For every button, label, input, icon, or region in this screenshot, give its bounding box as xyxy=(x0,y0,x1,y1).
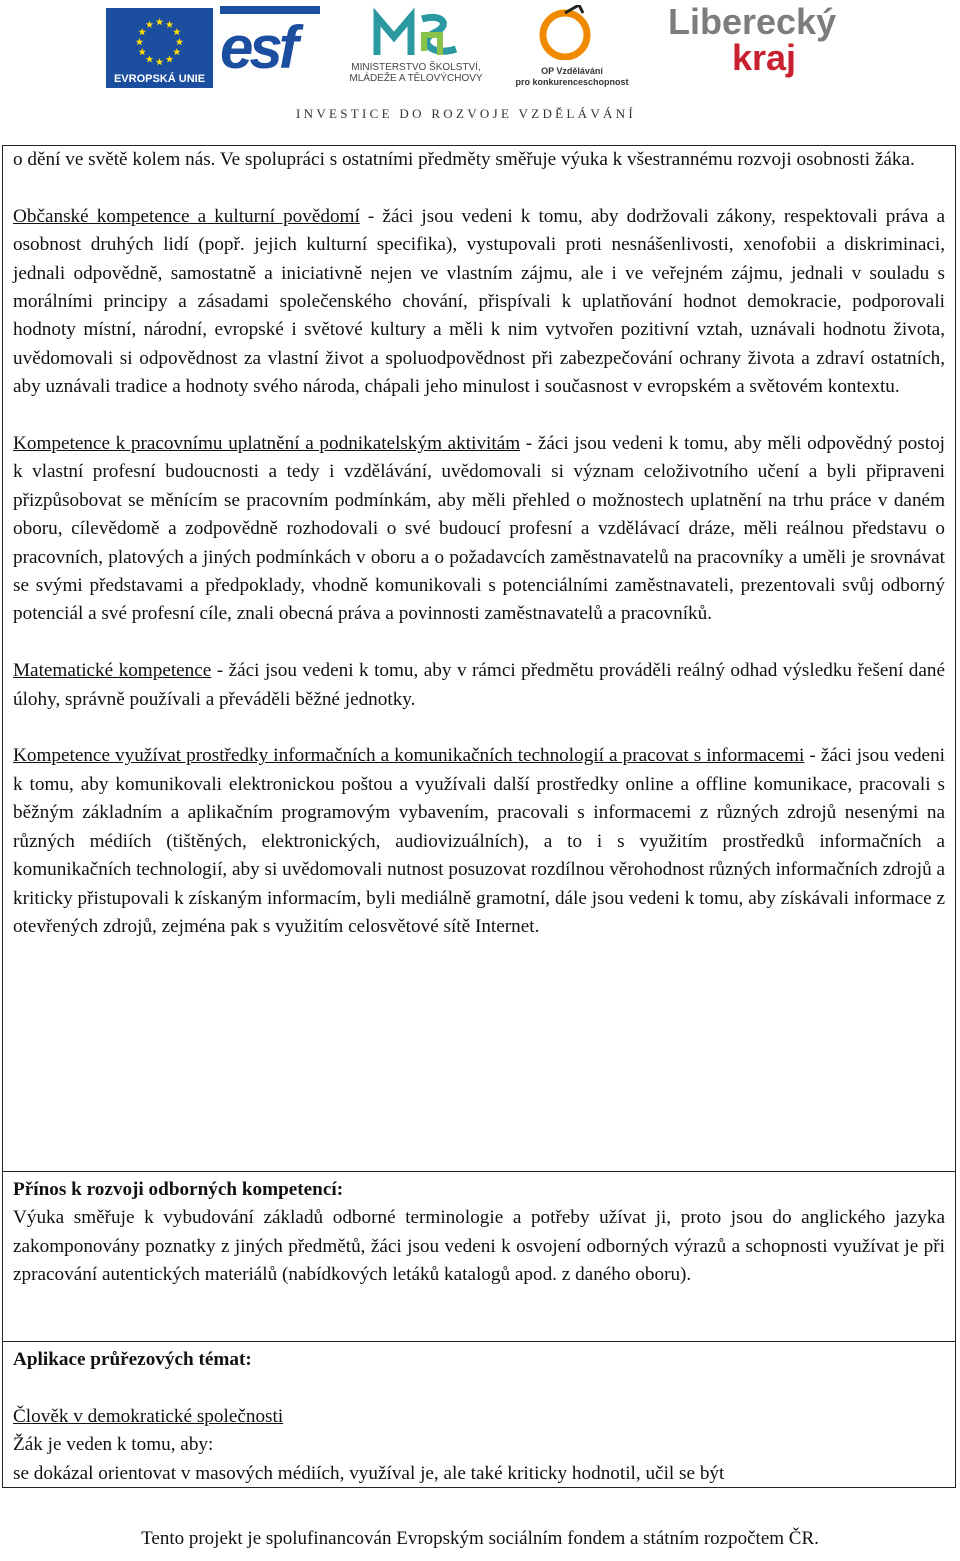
eu-label: EVROPSKÁ UNIE xyxy=(106,70,213,88)
civic-competence-text: - žáci jsou vedeni k tomu, aby dodržovali zákony, respektovali práva a osobnost druhých lidí (popř. jejich kulturní specifika), vystupovali proti nesnášenlivosti, xenofobii a diskriminaci, jednali odpovědně, samostatně a iniciativně nejen ve vlastním zájmu, ale i ve veřejném zájmu, jednali v souladu s morálními principy a zásadami společenského chování, přispívali k uplatňování hodnot demokracie, podporovali hodnoty místní, národní, evropské i světové kultury a měli k nim vytvořen pozitivní vztah, uznávali hodnotu života, uvědomovali si odpovědnost za vlastní život a spoluodpovědnost při zabezpečování ochrany života a zdraví ostatních, aby uznávali tradice a hodnoty svého národa, chápali jeho minulost i současnost v evropském a světovém kontextu. xyxy=(13,205,945,398)
professional-competences-text: Výuka směřuje k vybudování základů odborné terminologie a potřeby užívat ji, proto jsou do anglického jazyka zakomponovány poznatky z jiných předmětů, žáci jsou vedeni k osvojení odborných výrazů a schopnosti využívat je při zpracování autentických materiálů (nabídkových letáků katalogů apod. z daného oboru). xyxy=(13,1207,945,1286)
cross-curricular-heading: Aplikace průřezových témat: xyxy=(13,1349,252,1370)
liberecky-kraj-logo xyxy=(668,1,848,78)
work-competence-text: - žáci jsou vedeni k tomu, aby měli odpovědný postoj k vlastní profesní budoucnosti a tedy i vzdělávání, uvědomovali si význam celoživotního učení a byli připraveni přizpůsobovat se měnícím se pracovním podmínkám, aby měli přehled o možnostech uplatnění na trhu práce v daném oboru, cílevědomě a zodpovědně rozhodovali o své budoucí profesní a vzdělávací dráze, měli reálnou představu o pracovních, platových a jiných podmínkách v oboru a o požadavcích zaměstnavatelů na pracovníky a uměli je srovnávat se svými představami a předpoklady, vhodně komunikovali s potenciálními zaměstnavateli, prezentovali svůj odborný potenciál a své profesní cíle, znali obecná práva a povinnosti zaměstnavatelů a pracovníků. xyxy=(13,433,945,625)
logo-header xyxy=(0,0,960,135)
op-vk-logo xyxy=(535,5,595,60)
ict-competence-paragraph xyxy=(13,742,945,941)
msmt-label-line-2: MLÁDEŽE A TĚLOVÝCHOVY xyxy=(349,73,483,84)
liberec-line-1: Liberecký xyxy=(668,1,837,42)
op-label-line-2: pro konkurenceschopnost xyxy=(515,77,629,87)
civic-competence-paragraph xyxy=(13,203,945,402)
work-competence-title: Kompetence k pracovnímu uplatnění a podnikatelským aktivitám xyxy=(13,433,521,455)
professional-competences-cell xyxy=(3,1171,955,1341)
professional-competences-heading: Přínos k rozvoji odborných kompetencí: xyxy=(13,1179,344,1200)
msmt-label-line-1: MINISTERSTVO ŠKOLSTVÍ, xyxy=(351,62,481,73)
eu-flag-logo xyxy=(106,8,213,76)
math-competence-paragraph xyxy=(13,657,945,714)
liberec-line-2: kraj xyxy=(732,37,797,78)
op-label-line-1: OP Vzdělávání xyxy=(541,66,603,76)
intro-paragraph: o dění ve světě kolem nás. Ve spolupráci s ostatními předměty směřuje výuka k všestrannému rozvoji osobnosti žáka. xyxy=(13,149,915,170)
math-competence-title: Matematické kompetence xyxy=(13,660,212,682)
op-label xyxy=(512,66,632,88)
math-competence-text: - žáci jsou vedeni k tomu, aby v rámci předmětu prováděli reálný odhad výsledku řešení dané úlohy, správně používali a převáděli běžné jednotky. xyxy=(13,660,945,710)
ict-competence-title: Kompetence využívat prostředky informačních a komunikačních technologií a pracovat s informacemi xyxy=(13,745,805,767)
msmt-logo xyxy=(372,5,462,60)
esf-logo-text: esf xyxy=(220,14,295,81)
msmt-label xyxy=(326,62,506,84)
cross-curricular-text: se dokázal orientovat v masových médiích, využíval je, ale také kriticky hodnotil, učil se být xyxy=(13,1462,725,1484)
cross-curricular-topic: Člověk v demokratické společnosti xyxy=(13,1405,284,1427)
civic-competence-title: Občanské kompetence a kulturní povědomí xyxy=(13,205,360,227)
ict-competence-text: - žáci jsou vedeni k tomu, aby komunikovali elektronickou poštou a využívali další prostředky online a offline komunikace, pracovali s běžným základním a aplikačním programovým vybavením, pracovali s informacemi z různých zdrojů nesenými na různých médiích (tištěných, elektronických, audiovizuálních), a to i s využitím prostředků informačních a komunikačních technologií, aby si uvědomovali nutnost posuzovat rozdílnou věrohodnost různých informačních zdrojů a kriticky přistupovali k získaným informacím, byli mediálně gramotní, dále jsou vedeni k tomu, aby získávali informace z otevřených zdrojů, zejména pak s využitím celosvětové sítě Internet. xyxy=(13,745,946,937)
cross-curricular-lead: Žák je veden k tomu, aby: xyxy=(13,1434,214,1456)
work-competence-paragraph xyxy=(13,430,945,629)
document-table xyxy=(2,145,956,1488)
tagline: INVESTICE DO ROZVOJE VZDĚLÁVÁNÍ xyxy=(296,106,637,121)
cross-curricular-cell xyxy=(3,1341,955,1487)
competences-cell xyxy=(3,146,955,1171)
footer-note: Tento projekt je spolufinancován Evropským sociálním fondem a státním rozpočtem ČR. xyxy=(141,1528,819,1549)
